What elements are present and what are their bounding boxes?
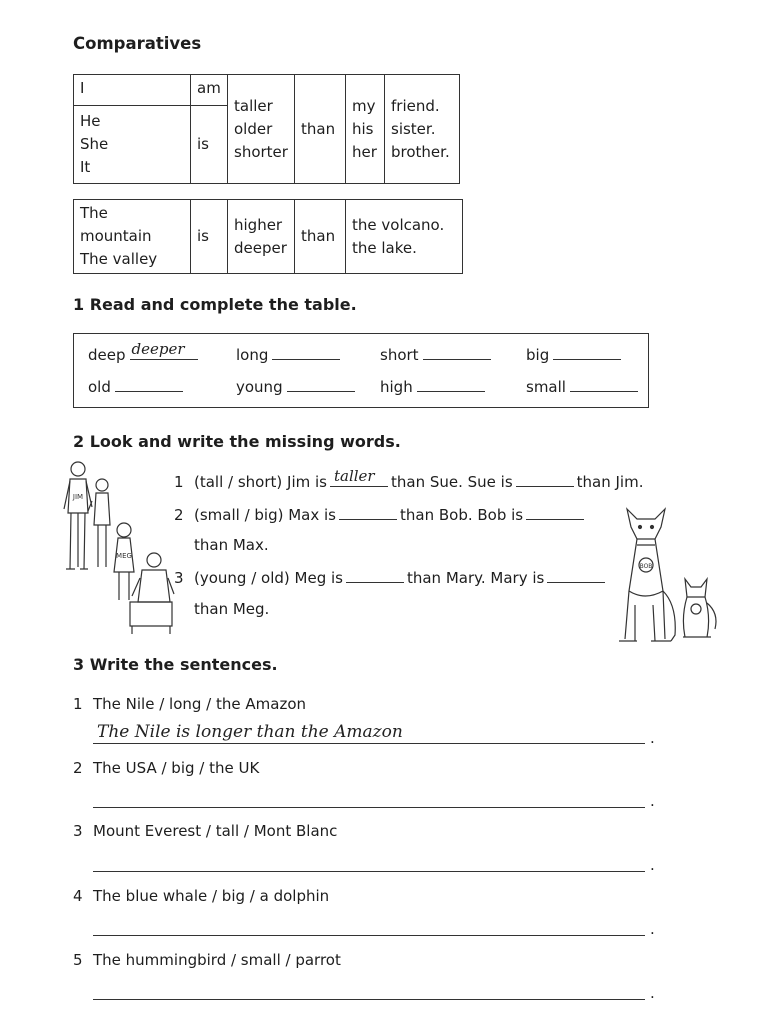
table-cell-nouns [385,75,460,184]
item-prompt: (young / old) Meg is [194,569,343,587]
answer-blank[interactable] [553,345,621,360]
answer-blank[interactable] [417,377,485,392]
subject: She [80,135,109,153]
table-cell-verb-am: am [191,75,228,106]
answer-blank[interactable] [526,505,584,520]
page-title: Comparatives [73,34,202,53]
subject: The valley [80,250,158,268]
item-number: 2 [174,506,184,524]
possessive: his [352,119,374,138]
table-cell-adjectives [228,200,295,274]
answer-blank[interactable] [547,568,605,583]
full-stop: . [650,856,655,874]
item-number: 5 [73,951,83,969]
full-stop: . [650,792,655,810]
table-cell-than: than [295,200,346,274]
word-item [88,340,198,364]
adjective: deeper [234,238,287,257]
item-number: 1 [73,695,83,713]
sentence-prompt-1 [73,695,306,713]
full-stop: . [650,984,655,1002]
table-cell-subjects [74,200,191,274]
handwritten-answer: taller [333,467,375,485]
word-label: small [526,378,566,396]
item-text: than Max. [194,536,269,554]
item-prompt: The hummingbird / small / parrot [93,951,341,969]
item-prompt: (small / big) Max is [194,506,336,524]
answer-blank[interactable] [570,377,638,392]
item-number: 1 [174,473,184,491]
answer-blank[interactable] [516,472,574,487]
possessive: my [352,96,376,115]
table-cell-than: than [295,75,346,184]
exercise-3-heading: 3 Write the sentences. [73,655,278,674]
word-box [73,333,649,408]
item-text: than Sue. Sue is [390,473,513,491]
object: the volcano. [352,215,445,234]
answer-blank[interactable] [330,467,388,487]
table-cell-subject-i: I [74,75,191,106]
full-stop: . [650,920,655,938]
item-number: 3 [174,569,184,587]
word-label: deep [88,346,126,364]
answer-blank[interactable] [130,340,198,360]
answer-blank[interactable] [346,568,404,583]
item-prompt: (tall / short) Jim is [194,473,327,491]
word-label: short [380,346,419,364]
sentence-answer-line-1[interactable] [93,721,645,744]
sentence-prompt-3 [73,822,337,840]
item-number: 3 [73,822,83,840]
jim-label: JIM [72,493,84,501]
item-prompt: The USA / big / the UK [93,759,260,777]
sentence-prompt-2 [73,759,259,777]
table-cell-objects [346,200,463,274]
possessive: her [352,142,377,161]
item-text: than Jim. [576,473,644,491]
item-number: 4 [73,887,83,905]
word-label: young [236,378,283,396]
table-cell-adjectives [228,75,295,184]
word-item [380,345,491,364]
sentence-answer-line-2[interactable] [93,785,645,808]
item-text: than Bob. Bob is [400,506,524,524]
answer-blank[interactable] [115,377,183,392]
word-label: old [88,378,111,396]
meg-and-mary-illustration [110,518,176,636]
answer-blank[interactable] [339,505,397,520]
word-label: long [236,346,269,364]
exercise-2-item-3 [174,568,608,587]
word-item [236,377,355,396]
sentence-answer-line-5[interactable] [93,977,645,1000]
sentence-answer-line-3[interactable] [93,849,645,872]
table-cell-verb-is: is [191,106,228,184]
adjective: shorter [234,142,288,161]
adjective: taller [234,96,273,115]
meg-label: MEG [116,552,132,560]
table-cell-subjects [74,106,191,184]
handwritten-answer: The Nile is longer than the Amazon [97,722,403,742]
bob-and-max-illustration [615,505,723,650]
item-text: than Mary. Mary is [406,569,545,587]
noun: friend. [391,96,440,115]
word-item [526,377,638,396]
grammar-table-2 [73,199,463,274]
object: the lake. [352,238,417,257]
word-item [526,345,621,364]
word-label: high [380,378,413,396]
sentence-answer-line-4[interactable] [93,913,645,936]
noun: brother. [391,142,450,161]
exercise-2-item-1 [174,467,644,491]
subject: The mountain [80,204,152,245]
answer-blank[interactable] [272,345,340,360]
grammar-table-1 [73,74,460,184]
table-cell-verb: is [191,200,228,274]
word-label: big [526,346,550,364]
item-number: 2 [73,759,83,777]
full-stop: . [650,729,655,747]
handwritten-answer: deeper [131,340,185,358]
item-prompt: The blue whale / big / a dolphin [93,887,330,905]
bob-label: BOB [639,563,653,570]
item-text: than Meg. [194,600,270,618]
sentence-prompt-5 [73,951,341,969]
table-cell-possessives [346,75,385,184]
subject: It [80,158,91,176]
exercise-2-item-2 [174,505,587,524]
exercise-2-heading: 2 Look and write the missing words. [73,432,401,451]
item-prompt: The Nile / long / the Amazon [93,695,307,713]
word-item [236,345,340,364]
exercise-1-heading: 1 Read and complete the table. [73,295,357,314]
adjective: older [234,119,273,138]
adjective: higher [234,215,283,234]
word-item [88,377,183,396]
answer-blank[interactable] [287,377,355,392]
noun: sister. [391,119,436,138]
subject: He [80,112,101,130]
word-item [380,377,485,396]
answer-blank[interactable] [423,345,491,360]
item-prompt: Mount Everest / tall / Mont Blanc [93,822,338,840]
sentence-prompt-4 [73,887,329,905]
